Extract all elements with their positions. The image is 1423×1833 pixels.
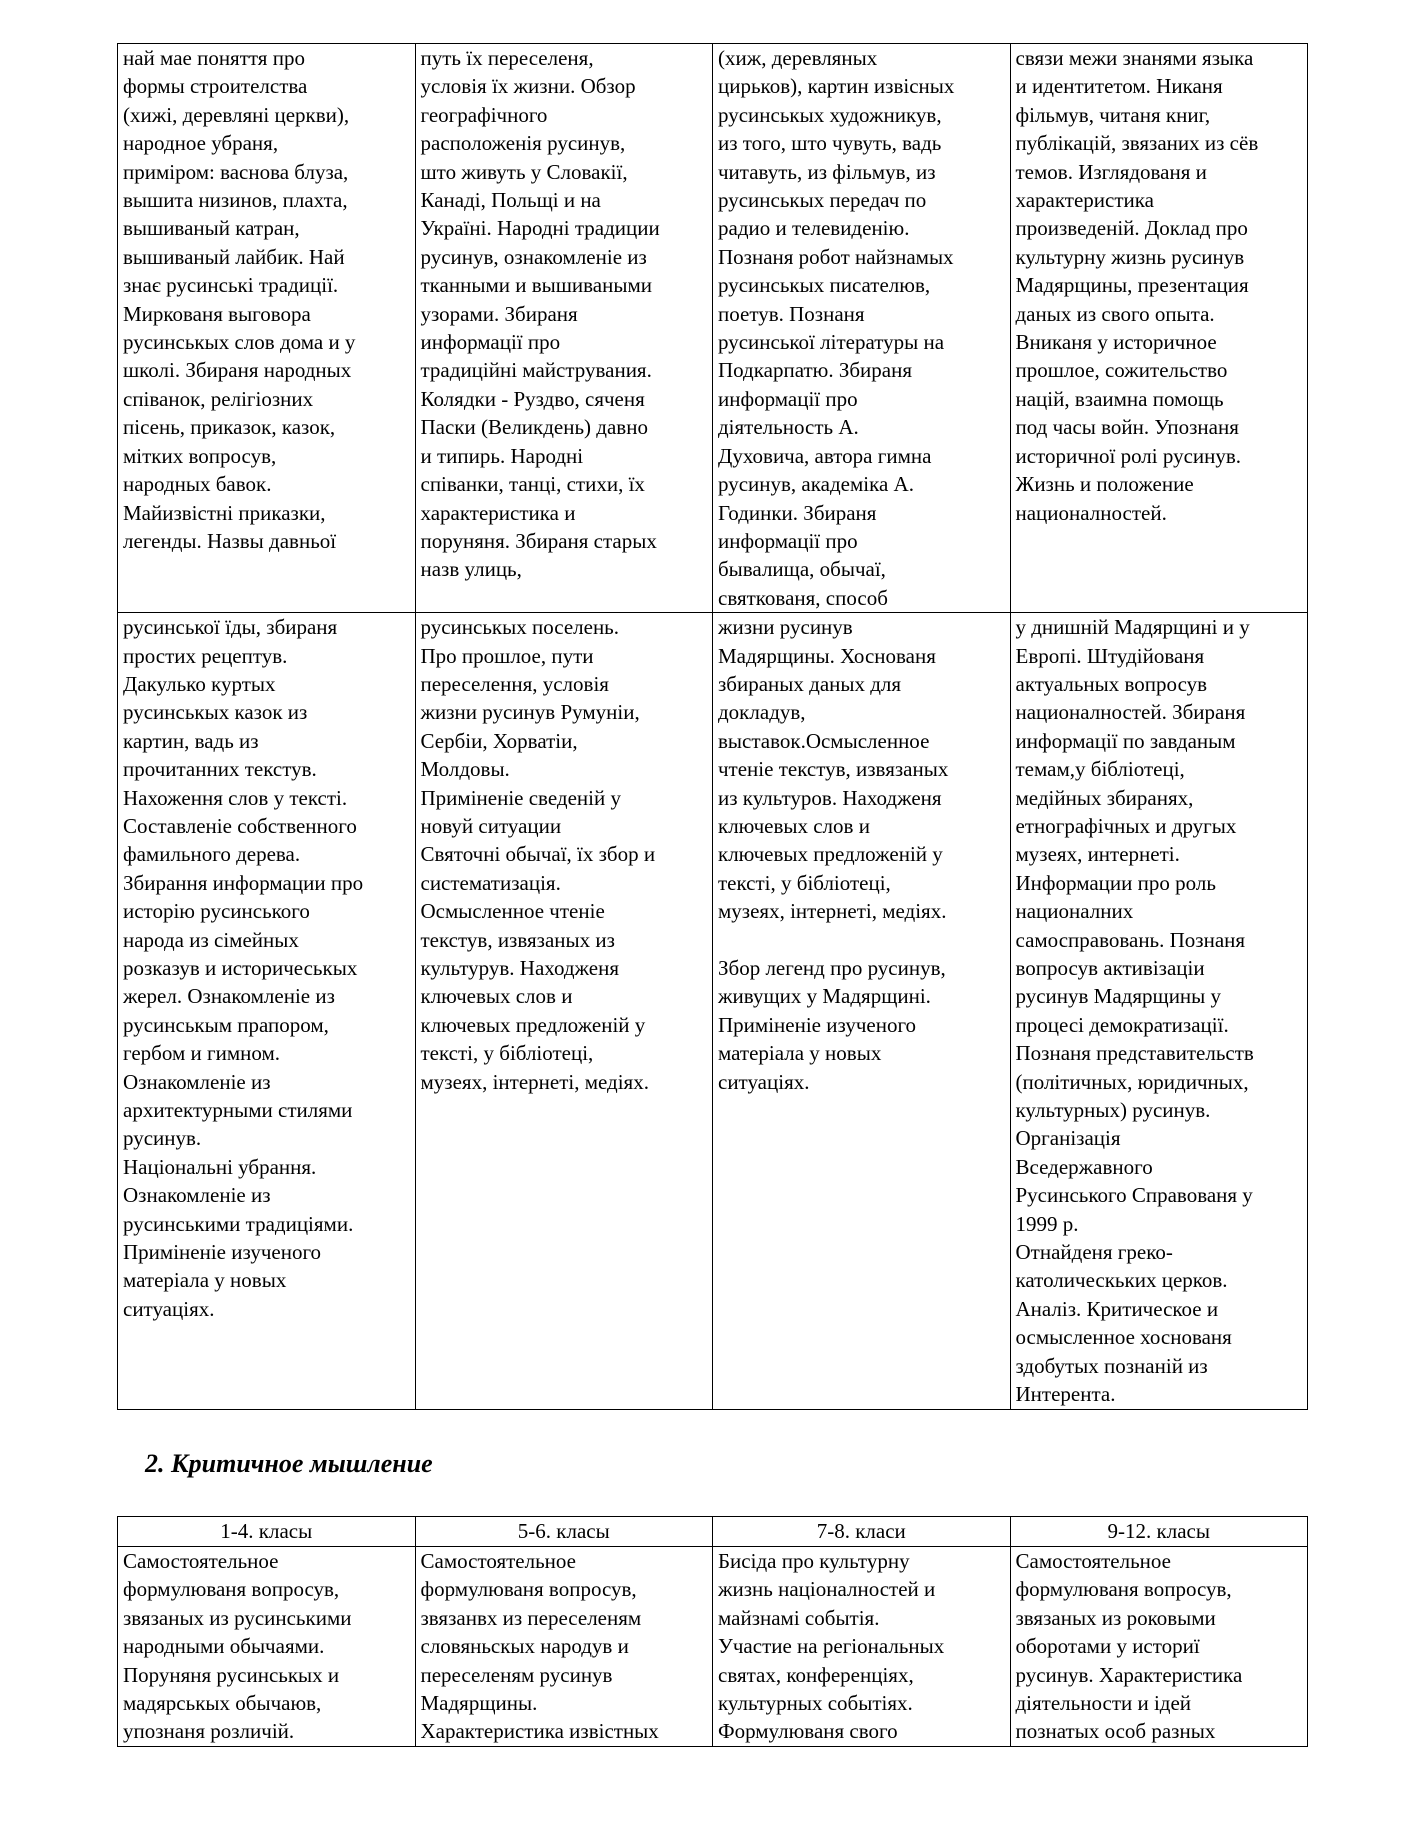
column-header-grade-7-8: 7-8. класи (713, 1517, 1011, 1547)
table-cell-grade-9-12 (1010, 1547, 1308, 1747)
column-header-grade-5-6: 5-6. класы (415, 1517, 713, 1547)
table-cell-grade-1-4 (118, 1547, 416, 1747)
table-cell-grade-7-8 (713, 613, 1011, 1410)
table-cell-grade-1-4 (118, 44, 416, 613)
table-row (118, 613, 1308, 1410)
table-cell-grade-9-12 (1010, 44, 1308, 613)
column-header-grade-9-12: 9-12. класы (1010, 1517, 1308, 1547)
cell-text: путь їх переселеня, условія їх жизни. Обзор географічного расположенія русинув, што живуть у Словакії, Канаді, Польщі и на Україні. Народні традиции русинув, ознакомленіе из тканными и вышиваными узорами. Збираня информації про традиційні майструвания. Колядки - Руздво, сяченя Паски (Великдень) давно и типирь. Народні спiванки, танці, стихи, їх характеристика и поруняня. Збираня старых назв улиць, (420, 46, 660, 582)
table-cell-grade-1-4 (118, 613, 416, 1410)
cell-text: русинської їды, збираня простих рецептув. Дакулько куртых русинськых казок из картин, вадь из прочитанних текстув. Нахоження слов у тексті. Составленіе собственного фамильного дерева. Збирання информации про исторію русинського народа из сімейных розказув и историчеськых жерел. Ознакомленіе из русинськым прапором, гербом и гимном. Ознакомленіе из архитектурными стилями русинув. Національні убрання. Ознакомленіе из русинськими традиціями. Примiненiе изученого матерiала у новых ситуацiях. (123, 615, 364, 1321)
table-cell-grade-5-6 (415, 44, 713, 613)
cell-text: Самостоятельное формулюваня вопросув, звязаных из роковыми оборотами у историї русинув. Характеристика дiятельности и iдей познатых особ разных (1015, 1549, 1243, 1744)
table-cell-grade-5-6 (415, 613, 713, 1410)
curriculum-table-continued (117, 43, 1308, 1410)
cell-text: русинськых поселень. Про прошлое, пути переселення, условія жизни русинув Румуніи, Сербіи, Хорватіи, Молдовы. Примiненiе сведеній у новуй ситуации Святочні обычаї, їх збор и систематизація. Осмысленное чтенiе текстув, извязаных из культурув. Находженя ключевых слов и ключевых предложеній у тексті, у бiблiотецi, музеях, інтернеті, медіях. (420, 615, 656, 1094)
cell-text: у днишній Мадярщині и у Европi. Штудійованя актуальных вопросув националностей. Збираня информації по завданым темам,у бібліотеці, медiйных збиранях, етнографiчных и другых музеях, интернеті. Информации про роль националних самосправовань. Познаня вопросув активізацiи русинув Мадярщины у процесі демократизації. Познаня представительств (політичных, юридичных, культурных) русинув. Організація Вседержавного Русинського Справованя у 1999 р. Отнайденя греко- католическьких церков. Аналiз. Критическое и осмысленное хоснованя здобутых познаній из Интерента. (1015, 615, 1254, 1407)
cell-text: жизни русинув Мадярщины. Хоснованя збираных даных для докладув, выставок.Осмысленное чтенiе текстув, извязаных из культуров. Находженя ключевых слов и ключевых предложеній у тексті, у бiблiотецi, музеях, інтернеті, медіях. Збор легенд про русинув, живущих у Мадярщині. Примiненiе изученого матерiала у новых ситуацiях. (718, 615, 949, 1094)
table-row (118, 44, 1308, 613)
table-row (118, 1547, 1308, 1747)
critical-thinking-table (117, 1516, 1308, 1747)
table-cell-grade-9-12 (1010, 613, 1308, 1410)
table-cell-grade-7-8 (713, 1547, 1011, 1747)
table-header-row (118, 1517, 1308, 1547)
table-cell-grade-5-6 (415, 1547, 713, 1747)
cell-text: Бисiда про культурну жизнь нацiоналностей и майзнамі событія. Участие на регіональных святах, конференціях, культурных событіях. Формулюваня свого (718, 1549, 945, 1744)
cell-text: (хиж, деревляных цирьков), картин извiсных русинськых художникув, из того, што чувуть, вадь читавуть, из фiльмув, из русинськых передач по радио и телевиденію. Познаня робот найзнамых русинськых писателюв, поетув. Познаня русинської лiтературы на Подкарпатю. Збираня информації про діятельность А. Духовича, автора гимна русинув, академiка А. Годинки. Збираня информації про бывалища, обычаї, святкованя, способ (718, 46, 955, 610)
column-header-grade-1-4: 1-4. класы (118, 1517, 416, 1547)
cell-text: най мае поняття про формы строителства (хижі, деревляні церкви), народное убраня, примiром: васнова блуза, вышита низинов, плахта, вышиваный катран, вышиваный лайбик. Най знає русинські традиції. Миркованя выговора русинськых слов дома и у школі. Збираня народных співанок, релігiозних пісень, приказок, казок, мiтких вопросув, народных бавок. Майизвiстнi приказки, легенды. Назвы давньої (123, 46, 356, 553)
cell-text: Самостоятельное формулюваня вопросув, звязанвх из переселеням словяньскых народув и переселеням русинув Мадярщины. Характеристика извiстных (420, 1549, 659, 1744)
section-heading: 2. Критичное мышление (145, 1449, 433, 1478)
cell-text: Самостоятельное формулюваня вопросув, звязаных из русинськими народными обычаями. Поруняня русинськых и мадярськых обычаюв, упознаня розличій. (123, 1549, 352, 1744)
cell-text: связи межи знанями языка и идентитетом. Никаня фiльмув, читаня книг, публiкацiй, звязаних из сёв темов. Изглядованя и характеристика произведеній. Доклад про культурну жизнь русинув Мадярщины, презентация даных из свого опыта. Вниканя у историчное прошлое, сожительство націй, взаимна помощь под часы войн. Упознаня историчної ролi русинув. Жизнь и положение националностей. (1015, 46, 1259, 525)
table-cell-grade-7-8 (713, 44, 1011, 613)
